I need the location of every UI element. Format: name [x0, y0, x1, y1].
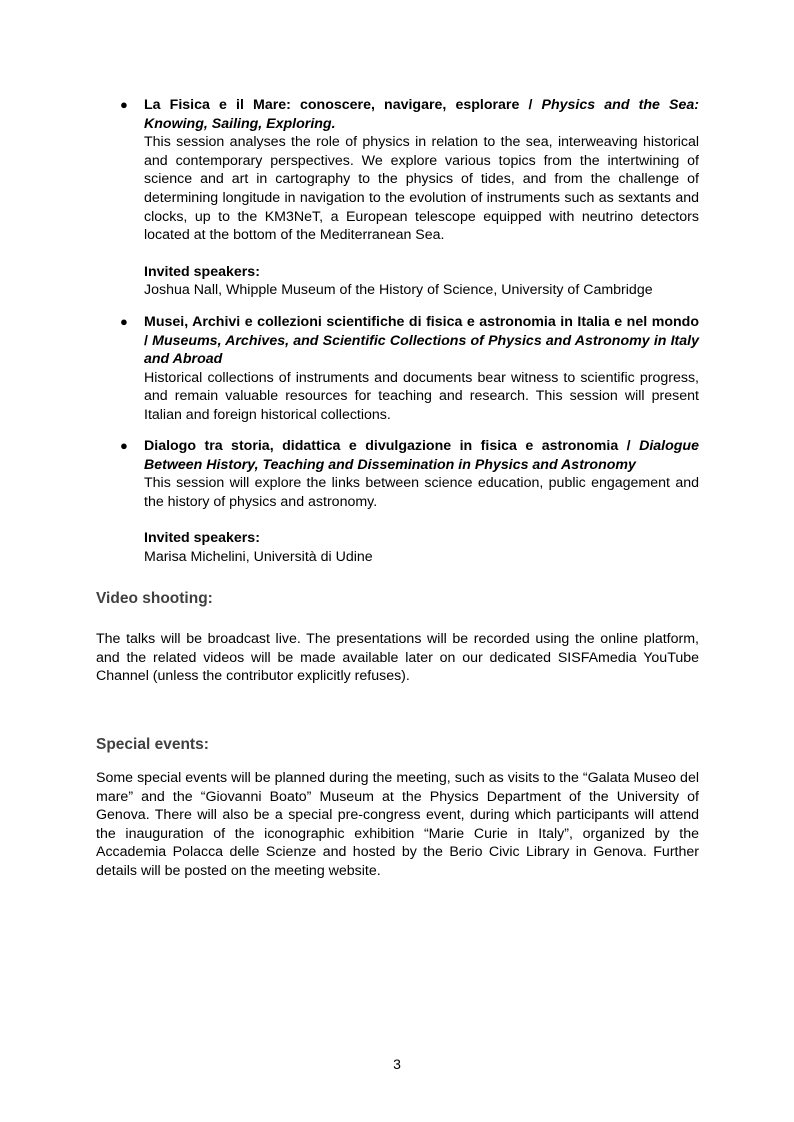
session-title-italian: Musei, Archivi e collezioni scientifiche di fisica e astronomia in Italia e nel mondo /	[144, 314, 699, 349]
special-events-body: Some special events will be planned during the meeting, such as visits to the “Galata Museo del mare” and the “Giovanni Boato” Museum at the Physics Department of the University of Genova. There will also be a special pre-congress event, during which participants will attend the inauguration of the iconographic exhibition “Marie Curie in Italy”, organized by the Accademia Polacca delle Scienze and hosted by the Berio Civic Library in Genova. Further details will be posted on the meeting website.	[96, 770, 699, 879]
session-title-english: Physics and the Sea: Knowing, Sailing, Exploring.	[144, 97, 699, 132]
page-number: 3	[393, 1056, 401, 1072]
session-dialogue-history-teaching	[120, 437, 699, 567]
session-title-italian: Dialogo tra storia, didattica e divulgazione in fisica e astronomia /	[144, 438, 631, 454]
session-description: This session analyses the role of physics in relation to the sea, interweaving historical and contemporary perspectives. We explore various topics from the intertwining of science and art in cartography to the physics of tides, and from the challenge of determining longitude in navigation to the evolution of instruments such as sextants and clocks, up to the KM3NeT, a European telescope equipped with neutrino detectors located at the bottom of the Mediterranean Sea.	[144, 134, 699, 244]
special-events-heading: Special events:	[96, 736, 209, 753]
session-title	[144, 437, 699, 474]
bullet-icon: ●	[120, 438, 128, 453]
video-shooting-body: The talks will be broadcast live. The presentations will be recorded using the online platform, and the related videos will be made available later on our dedicated SISFAmedia YouTube Channel (unless the contributor explicitly refuses).	[96, 631, 699, 685]
session-title-italian: La Fisica e il Mare: conoscere, navigare, esplorare /	[144, 97, 533, 113]
invited-speakers: Marisa Michelini, Università di Udine	[144, 548, 373, 565]
session-description: This session will explore the links between science education, public engagement and the history of physics and astronomy.	[144, 475, 699, 510]
bullet-icon: ●	[120, 97, 128, 112]
session-title	[144, 96, 699, 133]
invited-speakers-label: Invited speakers:	[144, 263, 260, 280]
video-shooting-heading: Video shooting:	[96, 590, 213, 607]
invited-speakers-label: Invited speakers:	[144, 530, 260, 547]
session-museums-archives	[120, 313, 699, 425]
session-title-english: Museums, Archives, and Scientific Collections of Physics and Astronomy in Italy and Abroad	[144, 332, 699, 368]
session-physics-and-sea	[120, 96, 699, 300]
invited-speakers: Joshua Nall, Whipple Museum of the History of Science, University of Cambridge	[144, 282, 653, 299]
session-title	[144, 313, 699, 369]
bullet-icon: ●	[120, 314, 128, 329]
session-description: Historical collections of instruments and documents bear witness to scientific progress, and remain valuable resources for teaching and research. This session will present Italian and foreign historical collections.	[144, 369, 699, 423]
session-title-english: Dialogue Between History, Teaching and Dissemination in Physics and Astronomy	[144, 438, 699, 473]
